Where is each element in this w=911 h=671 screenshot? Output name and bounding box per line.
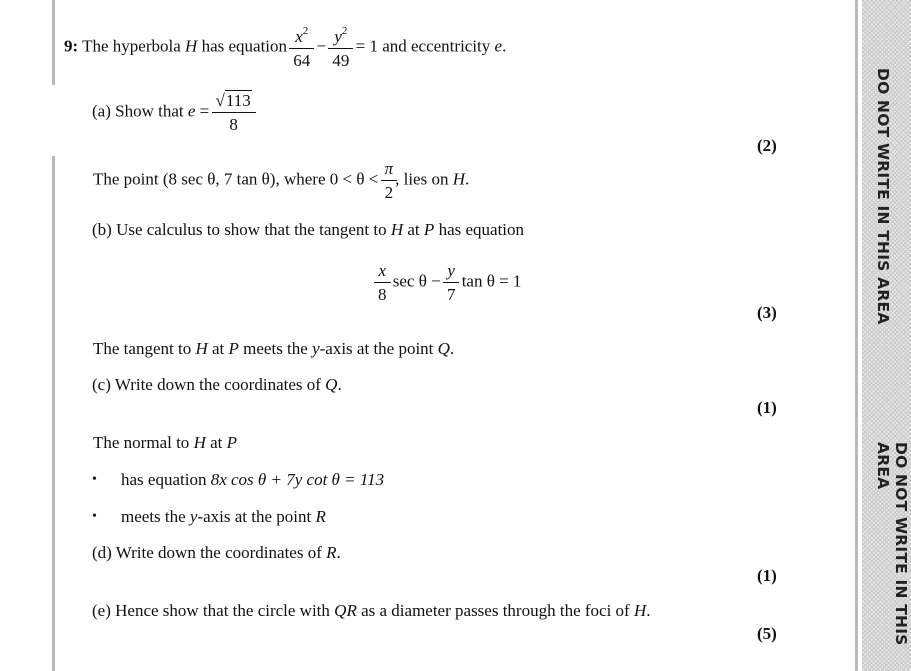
margin-rule [855,0,858,671]
part-e: (e) Hence show that the circle with QR as a diameter passes through the foci of H. [92,601,651,620]
bullet-1-text: has equation 8x cos θ + 7y cot θ = 113 [121,470,385,489]
part-e-label: (e) [92,601,111,620]
bullet-2-text: meets the y-axis at the point R [121,507,326,526]
question-number: 9: [64,36,79,56]
marks-a: (2) [757,136,777,155]
marks-c: (1) [757,398,777,417]
eq-frac-y: $\frac{y^2}{49}$ [330,26,351,69]
point-intro: The point (8 sec θ, 7 tan θ), where 0 < θ < $\frac{\pi}{2}$ , lies on H. [93,159,470,202]
part-d: (d) Write down the coordinates of R. [92,543,341,562]
normal-intro: The normal to H at P [93,433,238,452]
marks-d: (1) [757,566,777,585]
part-c: (c) Write down the coordinates of Q. [92,375,342,394]
tangent-intro: The tangent to H at P meets the y-axis at the point Q. [93,339,455,358]
marks-e: (5) [757,624,777,643]
bullet-1: • [92,472,97,487]
bullet-2: • [92,509,97,524]
part-a-label: (a) [92,101,111,121]
margin-label-bottom: DO NOT WRITE IN THIS AREA [874,442,910,646]
ecc-fraction: $\frac{√113}{8}$ [214,92,254,133]
part-b: (b) Use calculus to show that the tangent to H at P has equation [92,220,525,239]
left-bar-main [52,156,55,671]
part-c-label: (c) [92,375,111,394]
part-b-label: (b) [92,220,112,239]
part-d-label: (d) [92,543,112,562]
left-bar-top [52,0,55,85]
part-a: (a) Show that e = $\frac{√113}{8}$ [92,92,254,133]
eq-frac-x: $\frac{x^2}{64}$ [291,26,312,69]
margin-label-top: DO NOT WRITE IN THIS AREA [874,68,892,325]
tangent-equation: $\frac{x}{8}$ sec θ − $\frac{y}{7}$ tan θ = 1 [376,262,521,303]
marks-b: (3) [757,303,777,322]
question-stem: 9: The hyperbola H has equation $\frac{x^2}{64}$ − $\frac{y^2}{49}$ = 1 and eccentricity e. [64,25,507,70]
pi-over-2: $\frac{\pi}{2}$ [383,160,396,201]
